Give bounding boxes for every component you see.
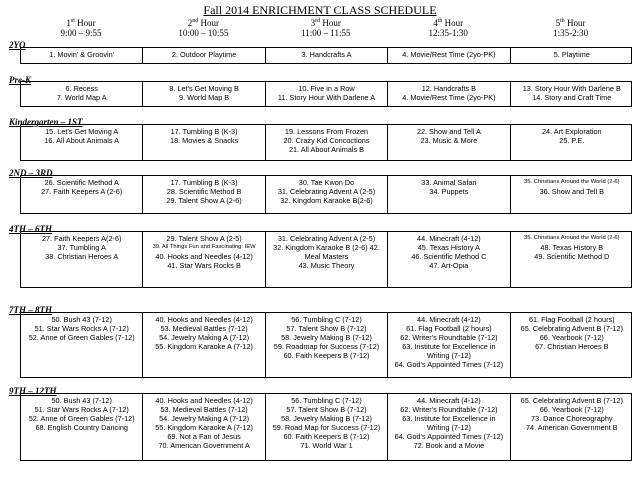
class-item: 68. English Country Dancing xyxy=(35,423,128,432)
class-item: 26. Scientific Method A xyxy=(44,178,119,187)
class-item: 58. Jewelry Making B (7-12) xyxy=(281,414,372,423)
hour-5: 5th Hour 1:35-2:30 xyxy=(553,18,589,38)
class-item: 61. Flag Football (2 hours) xyxy=(529,315,615,324)
class-item: 39. All Things Fun and Fascinating: IEW xyxy=(152,244,256,250)
class-item: 19. Lessons From Frozen xyxy=(284,127,369,136)
hour-cell xyxy=(143,176,265,213)
hour-cell xyxy=(388,82,510,106)
class-item: 59. Roadmap for Success (7-12) xyxy=(273,342,380,351)
class-item: 2. Outdoor Playtime xyxy=(171,50,237,59)
class-item: 11. Story Hour With Darlene A xyxy=(277,93,376,102)
hour-cell xyxy=(388,48,510,63)
hour-cell xyxy=(143,82,265,106)
class-item: 31. Celebrating Advent A (2-5) xyxy=(277,234,376,243)
section-grid xyxy=(20,47,632,64)
class-item: 17. Tumbling B (K-3) xyxy=(170,178,238,187)
class-item: 56. Tumbling C (7-12) xyxy=(291,396,362,405)
section-label: 2YO xyxy=(9,40,26,50)
class-item: 3. Handcrafts A xyxy=(301,50,352,59)
hour-cell xyxy=(143,394,265,460)
class-item: 44. Minecraft (4-12) xyxy=(417,396,481,405)
page-title: Fall 2014 ENRICHMENT CLASS SCHEDULE xyxy=(203,3,437,17)
class-item: 53. Medieval Battles (7-12) xyxy=(160,324,248,333)
class-item: 27. Faith Keepers A(2-6) xyxy=(41,234,122,243)
section-label: 7TH – 8TH xyxy=(9,305,52,315)
class-item: 13. Story Hour With Darlene B xyxy=(522,84,621,93)
class-item: 12. Handcrafts B xyxy=(421,84,477,93)
class-item: 4. Movie/Rest Time (2yo-PK) xyxy=(402,50,496,59)
class-item: 32. Kingdom Karaoke B (2-6) 42. Meal Masters xyxy=(273,243,380,261)
hour-header xyxy=(20,16,632,38)
class-item: 58. Jewelry Making B (7-12) xyxy=(281,333,372,342)
class-item: 64. God's Appointed Times (7-12) xyxy=(394,360,504,369)
class-item: 70. American Government A xyxy=(158,441,250,450)
class-item: 38. Christian Heroes A xyxy=(45,252,119,261)
class-item: 17. Tumbling B (K-3) xyxy=(170,127,238,136)
class-item: 30. Tae Kwon Do xyxy=(298,178,355,187)
class-item: 23. Music & More xyxy=(420,136,478,145)
hour-cell xyxy=(21,313,143,377)
class-item: 4. Movie/Rest Time (2yo-PK) xyxy=(402,93,496,102)
hour-cell xyxy=(388,125,510,160)
class-item: 51. Star Wars Rocks A (7-12) xyxy=(34,324,129,333)
hour-cell xyxy=(266,394,388,460)
class-item: 8. Let's Get Moving B xyxy=(169,84,239,93)
class-item: 21. All About Animals B xyxy=(288,145,365,154)
class-item: 35. Christians Around the World (2-6) xyxy=(523,235,620,241)
class-item: 50. Bush 43 (7-12) xyxy=(51,315,112,324)
class-item: 37. Tumbling A xyxy=(57,243,106,252)
class-item: 62. Writer's Roundtable (7-12) xyxy=(400,405,498,414)
hour-cell xyxy=(511,48,633,63)
class-item: 20. Crazy Kid Concoctions xyxy=(283,136,370,145)
hour-cell xyxy=(266,48,388,63)
section-grid xyxy=(20,124,632,161)
class-item: 22. Show and Tell A xyxy=(416,127,481,136)
section-label: 9TH – 12TH xyxy=(9,386,57,396)
class-item: 65. Celebrating Advent B (7-12) xyxy=(520,324,623,333)
class-item: 46. Scientific Method C xyxy=(411,252,487,261)
class-item: 40. Hooks and Needles (4-12) xyxy=(155,396,253,405)
class-item: 72. Book and a Movie xyxy=(413,441,485,450)
class-item: 65. Celebrating Advent B (7-12) xyxy=(520,396,623,405)
class-item: 27. Faith Keepers A (2-6) xyxy=(41,187,123,196)
section-label: Kindergarten – 1ST xyxy=(9,117,83,127)
class-item: 59. Road Map for Success (7-12) xyxy=(272,423,381,432)
class-item: 33. Animal Safari xyxy=(421,178,477,187)
class-item: 18. Movies & Snacks xyxy=(170,136,239,145)
hour-cell xyxy=(266,313,388,377)
class-item: 44. Minecraft (4-12) xyxy=(417,234,481,243)
class-item: 66. Yearbook (7-12) xyxy=(539,333,604,342)
hour-cell xyxy=(388,394,510,460)
class-item: 57. Talent Show B (7-12) xyxy=(286,324,367,333)
hour-cell xyxy=(511,313,633,377)
class-item: 54. Jewelry Making A (7-12) xyxy=(159,414,250,423)
class-item: 45. Texas History A xyxy=(417,243,481,252)
section-grid xyxy=(20,81,632,107)
hour-cell xyxy=(511,125,633,160)
class-item: 5. Playtime xyxy=(553,50,590,59)
class-item: 66. Yearbook (7-12) xyxy=(539,405,604,414)
class-item: 71. World War 1 xyxy=(300,441,353,450)
hour-1: 1st Hour 9:00 – 9:55 xyxy=(60,18,102,38)
class-item: 32. Kingdom Karaoke B(2-6) xyxy=(280,196,373,205)
class-item: 47. Art-Opia xyxy=(429,261,469,270)
class-item: 7. World Map A xyxy=(56,93,107,102)
hour-3: 3rd Hour 11:00 – 11:55 xyxy=(301,18,351,38)
hour-cell xyxy=(266,125,388,160)
section-grid xyxy=(20,175,632,214)
hour-cell xyxy=(143,232,265,287)
section-grid xyxy=(20,393,632,461)
class-item: 67. Christian Heroes B xyxy=(535,342,609,351)
class-item: 15. Let's Get Moving A xyxy=(45,127,119,136)
class-item: 43. Music Theory xyxy=(298,261,355,270)
section-label: 4TH – 6TH xyxy=(9,224,52,234)
class-item: 62. Writer's Roundtable (7-12) xyxy=(400,333,498,342)
hour-cell xyxy=(21,48,143,63)
class-item: 73. Dance Choreography xyxy=(531,414,613,423)
hour-cell xyxy=(21,82,143,106)
hour-cell xyxy=(511,394,633,460)
class-item: 14. Story and Craft Time xyxy=(532,93,612,102)
hour-cell xyxy=(143,125,265,160)
class-item: 41. Star Wars Rocks B xyxy=(167,261,241,270)
class-item: 29. Talent Show A (2-6) xyxy=(166,196,242,205)
class-item: 29. Talent Show A (2-5) xyxy=(166,234,242,243)
class-item: 28. Scientific Method B xyxy=(166,187,242,196)
class-item: 40. Hooks and Needles (4-12) xyxy=(155,315,253,324)
class-item: 64. God's Appointed Times (7-12) xyxy=(394,432,504,441)
hour-2: 2nd Hour 10:00 – 10:55 xyxy=(178,18,229,38)
section-grid xyxy=(20,231,632,288)
class-item: 48. Texas History B xyxy=(540,243,604,252)
class-item: 74. American Government B xyxy=(525,423,618,432)
section-label: 2ND – 3RD xyxy=(9,168,53,178)
class-item: 53. Medieval Battles (7-12) xyxy=(160,405,248,414)
class-item: 52. Anne of Green Gables (7-12) xyxy=(28,333,135,342)
hour-cell xyxy=(388,232,510,287)
class-item: 60. Faith Keepers B (7-12) xyxy=(283,351,370,360)
class-item: 31. Celebrating Advent A (2-5) xyxy=(277,187,376,196)
hour-4: 4th Hour 12:35-1:30 xyxy=(428,18,468,38)
hour-cell xyxy=(266,232,388,287)
hour-cell xyxy=(21,394,143,460)
section-grid xyxy=(20,312,632,378)
class-item: 55. Kingdom Karaoke A (7-12) xyxy=(155,342,253,351)
class-item: 36. Show and Tell B xyxy=(539,187,604,196)
hour-cell xyxy=(388,313,510,377)
class-item: 63. Institute for Excellence in Writing (7-12) xyxy=(402,414,496,432)
class-item: 40. Hooks and Needles (4-12) xyxy=(155,252,253,261)
class-item: 55. Kingdom Karaoke A (7-12) xyxy=(155,423,253,432)
hour-cell xyxy=(21,125,143,160)
hour-cell xyxy=(511,176,633,213)
class-item: 24. Art Exploration xyxy=(541,127,602,136)
class-item: 16. All About Animals A xyxy=(44,136,120,145)
class-item: 52. Anne of Green Gables (7-12) xyxy=(28,414,135,423)
class-item: 69. Not a Fan of Jesus xyxy=(167,432,241,441)
class-item: 51. Star Wars Rocks A (7-12) xyxy=(34,405,129,414)
hour-cell xyxy=(511,232,633,287)
hour-cell xyxy=(21,176,143,213)
class-item: 56. Tumbling C (7-12) xyxy=(291,315,362,324)
class-item: 9. World Map B xyxy=(179,93,230,102)
class-item: 44. Minecraft (4-12) xyxy=(417,315,481,324)
class-item: 49. Scientific Method D xyxy=(534,252,610,261)
hour-cell xyxy=(266,82,388,106)
class-item: 25. P.E. xyxy=(559,136,585,145)
class-item: 50. Bush 43 (7-12) xyxy=(51,396,112,405)
hour-cell xyxy=(388,176,510,213)
class-item: 61. Flag Football (2 hours) xyxy=(406,324,492,333)
class-item: 6. Recess xyxy=(65,84,98,93)
class-item: 63. Institute for Excellence in Writing (7-12) xyxy=(402,342,496,360)
class-item: 60. Faith Keepers B (7-12) xyxy=(283,432,370,441)
hour-cell xyxy=(21,232,143,287)
hour-cell xyxy=(143,313,265,377)
class-item: 34. Puppets xyxy=(429,187,469,196)
class-item: 54. Jewelry Making A (7-12) xyxy=(159,333,250,342)
class-item: 1. Movin' & Groovin' xyxy=(49,50,115,59)
hour-cell xyxy=(511,82,633,106)
hour-cell xyxy=(266,176,388,213)
class-item: 35. Christians Around the World (2-6) xyxy=(523,179,620,185)
class-item: 57. Talent Show B (7-12) xyxy=(286,405,367,414)
class-item: 10. Five in a Row xyxy=(298,84,355,93)
section-label: Pre-K xyxy=(9,75,31,85)
hour-cell xyxy=(143,48,265,63)
